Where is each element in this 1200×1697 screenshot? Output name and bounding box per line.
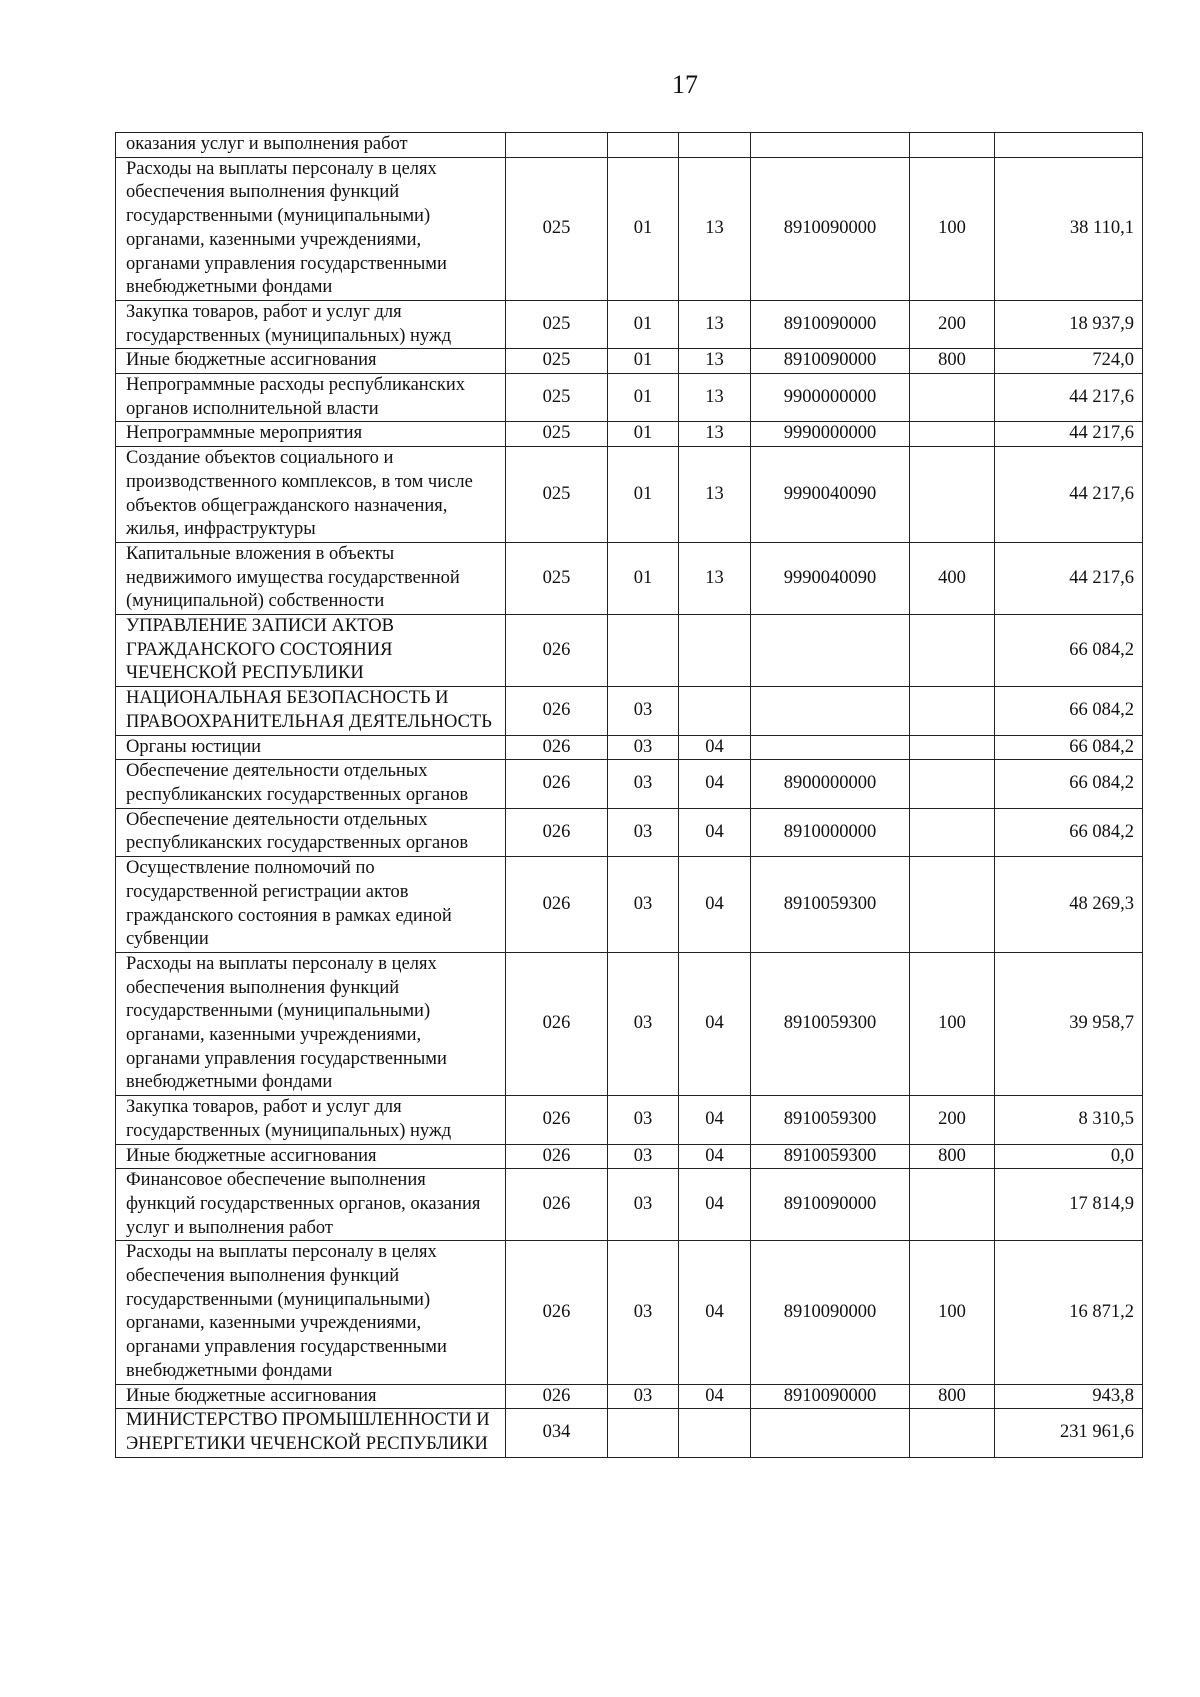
cell-department-code: 034 <box>506 1409 608 1457</box>
cell-section-code: 03 <box>608 808 679 856</box>
cell-department-code: 026 <box>506 1169 608 1241</box>
cell-department-code: 026 <box>506 1096 608 1144</box>
cell-section-code: 03 <box>608 1144 679 1169</box>
cell-expense-name: Иные бюджетные ассигнования <box>116 1384 506 1409</box>
cell-section-code: 01 <box>608 542 679 614</box>
cell-department-code: 026 <box>506 687 608 735</box>
cell-target-article: 8910059300 <box>751 952 910 1095</box>
cell-department-code: 026 <box>506 1384 608 1409</box>
cell-subsection-code: 04 <box>679 1169 751 1241</box>
cell-expense-type: 100 <box>910 952 995 1095</box>
cell-section-code: 01 <box>608 422 679 447</box>
cell-expense-name: Закупка товаров, работ и услуг для государственных (муниципальных) нужд <box>116 300 506 348</box>
cell-expense-name: Финансовое обеспечение выполнения функций государственных органов, оказания услуг и выполнения работ <box>116 1169 506 1241</box>
cell-expense-type <box>910 808 995 856</box>
table-row <box>116 374 1143 422</box>
cell-target-article: 8910059300 <box>751 1144 910 1169</box>
cell-section-code: 03 <box>608 1096 679 1144</box>
cell-expense-type: 200 <box>910 300 995 348</box>
cell-expense-name: Обеспечение деятельности отдельных республиканских государственных органов <box>116 760 506 808</box>
cell-target-article: 9990040090 <box>751 447 910 543</box>
cell-subsection-code: 04 <box>679 952 751 1095</box>
cell-expense-name: НАЦИОНАЛЬНАЯ БЕЗОПАСНОСТЬ И ПРАВООХРАНИТЕЛЬНАЯ ДЕЯТЕЛЬНОСТЬ <box>116 687 506 735</box>
cell-section-code: 01 <box>608 447 679 543</box>
table-row <box>116 1409 1143 1457</box>
cell-amount: 38 110,1 <box>995 157 1143 300</box>
table-row <box>116 857 1143 953</box>
cell-amount: 17 814,9 <box>995 1169 1143 1241</box>
cell-expense-name: Иные бюджетные ассигнования <box>116 349 506 374</box>
cell-amount: 231 961,6 <box>995 1409 1143 1457</box>
cell-target-article: 8910090000 <box>751 157 910 300</box>
cell-target-article: 9990000000 <box>751 422 910 447</box>
cell-target-article: 8910090000 <box>751 300 910 348</box>
cell-target-article: 8910059300 <box>751 1096 910 1144</box>
cell-department-code: 025 <box>506 374 608 422</box>
cell-expense-type: 200 <box>910 1096 995 1144</box>
cell-expense-name: Осуществление полномочий по государственной регистрации актов гражданского состояния в рамках единой субвенции <box>116 857 506 953</box>
table-row <box>116 1241 1143 1384</box>
cell-subsection-code: 04 <box>679 735 751 760</box>
cell-expense-type: 400 <box>910 542 995 614</box>
table-row <box>116 808 1143 856</box>
cell-expense-type <box>910 760 995 808</box>
cell-subsection-code <box>679 133 751 158</box>
cell-expense-name: Расходы на выплаты персоналу в целях обеспечения выполнения функций государственными (муниципальными) органами, казенными учреждениями, органами управления государственными внебюджетными фондами <box>116 1241 506 1384</box>
cell-department-code: 026 <box>506 735 608 760</box>
cell-expense-name: Иные бюджетные ассигнования <box>116 1144 506 1169</box>
cell-department-code: 025 <box>506 300 608 348</box>
cell-expense-type <box>910 374 995 422</box>
cell-section-code: 01 <box>608 157 679 300</box>
cell-section-code: 01 <box>608 300 679 348</box>
table-row <box>116 760 1143 808</box>
cell-department-code: 025 <box>506 542 608 614</box>
cell-expense-type: 800 <box>910 1144 995 1169</box>
cell-department-code: 025 <box>506 157 608 300</box>
cell-department-code: 025 <box>506 422 608 447</box>
cell-subsection-code: 04 <box>679 857 751 953</box>
cell-expense-type <box>910 422 995 447</box>
cell-expense-name: Расходы на выплаты персоналу в целях обеспечения выполнения функций государственными (муниципальными) органами, казенными учреждениями, органами управления государственными внебюджетными фондами <box>116 157 506 300</box>
cell-target-article: 8910090000 <box>751 1169 910 1241</box>
cell-department-code: 026 <box>506 760 608 808</box>
cell-expense-name: оказания услуг и выполнения работ <box>116 133 506 158</box>
cell-section-code <box>608 615 679 687</box>
cell-department-code: 026 <box>506 1144 608 1169</box>
cell-amount: 44 217,6 <box>995 374 1143 422</box>
cell-section-code: 03 <box>608 1384 679 1409</box>
cell-expense-name: Закупка товаров, работ и услуг для государственных (муниципальных) нужд <box>116 1096 506 1144</box>
cell-section-code: 03 <box>608 760 679 808</box>
table-row <box>116 157 1143 300</box>
cell-expense-name: Капитальные вложения в объекты недвижимого имущества государственной (муниципальной) собственности <box>116 542 506 614</box>
cell-subsection-code: 13 <box>679 542 751 614</box>
cell-amount: 724,0 <box>995 349 1143 374</box>
cell-expense-type: 100 <box>910 157 995 300</box>
cell-target-article <box>751 133 910 158</box>
cell-expense-name: Органы юстиции <box>116 735 506 760</box>
cell-department-code: 026 <box>506 615 608 687</box>
table-row <box>116 952 1143 1095</box>
cell-expense-type: 800 <box>910 349 995 374</box>
cell-subsection-code: 04 <box>679 808 751 856</box>
cell-target-article <box>751 615 910 687</box>
table-row <box>116 615 1143 687</box>
table-row <box>116 1096 1143 1144</box>
cell-subsection-code: 13 <box>679 422 751 447</box>
cell-subsection-code: 04 <box>679 1096 751 1144</box>
cell-expense-type <box>910 735 995 760</box>
cell-target-article: 8910090000 <box>751 349 910 374</box>
cell-amount: 66 084,2 <box>995 808 1143 856</box>
cell-subsection-code: 13 <box>679 300 751 348</box>
cell-expense-type <box>910 447 995 543</box>
cell-section-code: 03 <box>608 687 679 735</box>
cell-subsection-code <box>679 1409 751 1457</box>
cell-target-article: 8910059300 <box>751 857 910 953</box>
cell-department-code <box>506 133 608 158</box>
cell-expense-name: Обеспечение деятельности отдельных республиканских государственных органов <box>116 808 506 856</box>
page-number: 17 <box>672 70 698 99</box>
cell-target-article: 8910090000 <box>751 1384 910 1409</box>
cell-subsection-code <box>679 687 751 735</box>
cell-amount: 8 310,5 <box>995 1096 1143 1144</box>
cell-department-code: 026 <box>506 1241 608 1384</box>
cell-department-code: 026 <box>506 952 608 1095</box>
cell-expense-name: МИНИСТЕРСТВО ПРОМЫШЛЕННОСТИ И ЭНЕРГЕТИКИ ЧЕЧЕНСКОЙ РЕСПУБЛИКИ <box>116 1409 506 1457</box>
cell-subsection-code: 04 <box>679 760 751 808</box>
cell-expense-name: УПРАВЛЕНИЕ ЗАПИСИ АКТОВ ГРАЖДАНСКОГО СОСТОЯНИЯ ЧЕЧЕНСКОЙ РЕСПУБЛИКИ <box>116 615 506 687</box>
cell-expense-name: Непрограммные расходы республиканских органов исполнительной власти <box>116 374 506 422</box>
cell-target-article: 8910090000 <box>751 1241 910 1384</box>
cell-amount: 66 084,2 <box>995 687 1143 735</box>
cell-amount: 44 217,6 <box>995 447 1143 543</box>
cell-expense-name: Непрограммные мероприятия <box>116 422 506 447</box>
table-row <box>116 542 1143 614</box>
cell-section-code: 03 <box>608 952 679 1095</box>
table-row <box>116 1169 1143 1241</box>
cell-target-article <box>751 1409 910 1457</box>
cell-amount: 66 084,2 <box>995 760 1143 808</box>
cell-target-article: 9990040090 <box>751 542 910 614</box>
cell-subsection-code <box>679 615 751 687</box>
cell-section-code: 03 <box>608 857 679 953</box>
cell-amount: 18 937,9 <box>995 300 1143 348</box>
budget-table <box>115 132 1143 1458</box>
cell-expense-name: Расходы на выплаты персоналу в целях обеспечения выполнения функций государственными (муниципальными) органами, казенными учреждениями, органами управления государственными внебюджетными фондами <box>116 952 506 1095</box>
cell-amount <box>995 133 1143 158</box>
cell-subsection-code: 13 <box>679 447 751 543</box>
cell-section-code: 03 <box>608 1169 679 1241</box>
cell-amount: 16 871,2 <box>995 1241 1143 1384</box>
cell-department-code: 025 <box>506 447 608 543</box>
table-row <box>116 300 1143 348</box>
cell-subsection-code: 04 <box>679 1241 751 1384</box>
cell-expense-type <box>910 133 995 158</box>
cell-expense-type <box>910 1409 995 1457</box>
cell-expense-type: 800 <box>910 1384 995 1409</box>
table-row <box>116 1144 1143 1169</box>
cell-department-code: 026 <box>506 808 608 856</box>
cell-amount: 943,8 <box>995 1384 1143 1409</box>
cell-subsection-code: 13 <box>679 157 751 300</box>
cell-section-code: 01 <box>608 349 679 374</box>
cell-subsection-code: 13 <box>679 374 751 422</box>
cell-subsection-code: 04 <box>679 1384 751 1409</box>
table-row <box>116 735 1143 760</box>
table-row <box>116 447 1143 543</box>
cell-target-article: 9900000000 <box>751 374 910 422</box>
cell-amount: 66 084,2 <box>995 615 1143 687</box>
cell-amount: 39 958,7 <box>995 952 1143 1095</box>
cell-target-article: 8910000000 <box>751 808 910 856</box>
table-row <box>116 687 1143 735</box>
cell-expense-type: 100 <box>910 1241 995 1384</box>
cell-expense-type <box>910 857 995 953</box>
cell-amount: 44 217,6 <box>995 422 1143 447</box>
cell-department-code: 025 <box>506 349 608 374</box>
cell-subsection-code: 04 <box>679 1144 751 1169</box>
cell-department-code: 026 <box>506 857 608 953</box>
cell-expense-type <box>910 1169 995 1241</box>
cell-amount: 66 084,2 <box>995 735 1143 760</box>
cell-amount: 44 217,6 <box>995 542 1143 614</box>
cell-expense-name: Создание объектов социального и производственного комплексов, в том числе объектов общегражданского назначения, жилья, инфраструктуры <box>116 447 506 543</box>
cell-target-article: 8900000000 <box>751 760 910 808</box>
table-row <box>116 422 1143 447</box>
table-body <box>116 133 1143 1458</box>
cell-section-code <box>608 1409 679 1457</box>
table-row <box>116 1384 1143 1409</box>
cell-section-code <box>608 133 679 158</box>
cell-subsection-code: 13 <box>679 349 751 374</box>
cell-amount: 0,0 <box>995 1144 1143 1169</box>
table-row <box>116 133 1143 158</box>
table-row <box>116 349 1143 374</box>
cell-expense-type <box>910 687 995 735</box>
cell-target-article <box>751 735 910 760</box>
cell-section-code: 03 <box>608 1241 679 1384</box>
cell-target-article <box>751 687 910 735</box>
cell-section-code: 01 <box>608 374 679 422</box>
cell-expense-type <box>910 615 995 687</box>
cell-amount: 48 269,3 <box>995 857 1143 953</box>
cell-section-code: 03 <box>608 735 679 760</box>
